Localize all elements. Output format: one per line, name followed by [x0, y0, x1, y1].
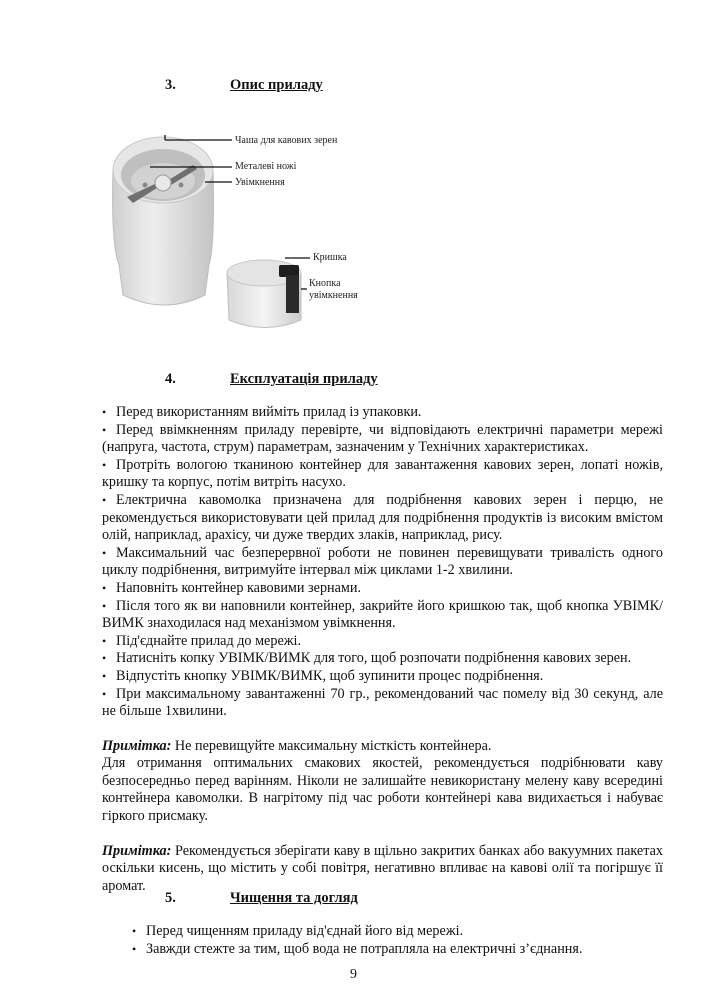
bullet-item: • Максимальний час безперервної роботи не повинен перевищувати тривалість одного циклу подрібнення, витримуйте інтервал між циклами 1-2 хвилини.	[102, 545, 663, 580]
label-lid: Кришка	[313, 252, 347, 263]
section-5-body	[132, 923, 672, 958]
note-text: Рекомендується зберігати каву в щільно закритих банках або вакуумних пакетах оскільки кисень, що містить у собі повітря, негативно впливає на кавові олії та погіршує її аромат.	[102, 842, 663, 894]
label-button-line2: увімкнення	[309, 290, 358, 301]
page-number: 9	[350, 967, 357, 982]
bullet-item: • Перед використанням вийміть прилад із упаковки.	[102, 404, 663, 422]
note-label: Примітка:	[102, 842, 172, 859]
bullet-item: • Перед ввімкненням приладу перевірте, чи відповідають електричні параметри мережі (напруга, частота, струм) параметрам, зазначеним у Технічних характеристиках.	[102, 422, 663, 457]
note-2	[102, 843, 663, 896]
bullet-item: • При максимальному завантаженні 70 гр., рекомендований час помелу від 30 секунд, але не більше 1хвилини.	[102, 686, 663, 721]
section-number: 5.	[165, 890, 176, 906]
note-1	[102, 738, 663, 756]
bullet-item: • Перед чищенням приладу від'єднай його від мережі.	[132, 923, 672, 941]
section-number: 3.	[165, 77, 176, 93]
coffee-grinder-illustration	[105, 125, 395, 340]
bullet-item: • Завжди стежте за тим, щоб вода не потрапляла на електричні з’єднання.	[132, 941, 672, 959]
label-switch: Увімкнення	[235, 177, 285, 188]
bullet-item: • Відпустіть кнопку УВІМК/ВИМК, щоб зупинити процес подрібнення.	[102, 668, 663, 686]
bullet-item: • Під'єднайте прилад до мережі.	[102, 633, 663, 651]
note-text: Не перевищуйте максимальну місткість контейнера.	[171, 737, 492, 754]
section-title: Експлуатація приладу	[230, 371, 378, 387]
section-title: Чищення та догляд	[230, 890, 358, 906]
bullet-item: • Протріть вологою тканиною контейнер для завантаження кавових зерен, лопаті ножів, кришку та корпус, потім витріть насухо.	[102, 457, 663, 492]
section-4-body	[102, 404, 663, 895]
bullet-item: • Натисніть копку УВІМК/ВИМК для того, щоб розпочати подрібнення кавових зерен.	[102, 650, 663, 668]
coffee-grinder-figure	[105, 125, 395, 340]
section-number: 4.	[165, 371, 176, 387]
bullet-item: • Після того як ви наповнили контейнер, закрийте його кришкою так, щоб кнопка УВІМК/ВИМК знаходилася над механізмом увімкнення.	[102, 598, 663, 633]
note-1-paragraph: Для отримання оптимальних смакових якостей, рекомендується подрібнювати каву безпосередньо перед варінням. Ніколи не залишайте невикористану мелену каву всередині контейнера кавомолки. В нагрітому під час роботи контейнері кава видихається і набуває гіркого присмаку.	[102, 755, 663, 825]
label-button-line1: Кнопка	[309, 278, 341, 289]
label-bowl: Чаша для кавових зерен	[235, 135, 338, 146]
bullet-item: • Наповніть контейнер кавовими зернами.	[102, 580, 663, 598]
bullet-item: • Електрична кавомолка призначена для подрібнення кавових зерен і перцю, не рекомендується використовувати цей прилад для подрібнення продуктів із високим вмістом олій, наприклад, арахісу, чи дуже твердих злаків, наприклад, рису.	[102, 492, 663, 545]
label-blades: Металеві ножі	[235, 161, 297, 172]
section-title: Опис приладу	[230, 77, 323, 93]
note-label: Примітка:	[102, 737, 172, 754]
